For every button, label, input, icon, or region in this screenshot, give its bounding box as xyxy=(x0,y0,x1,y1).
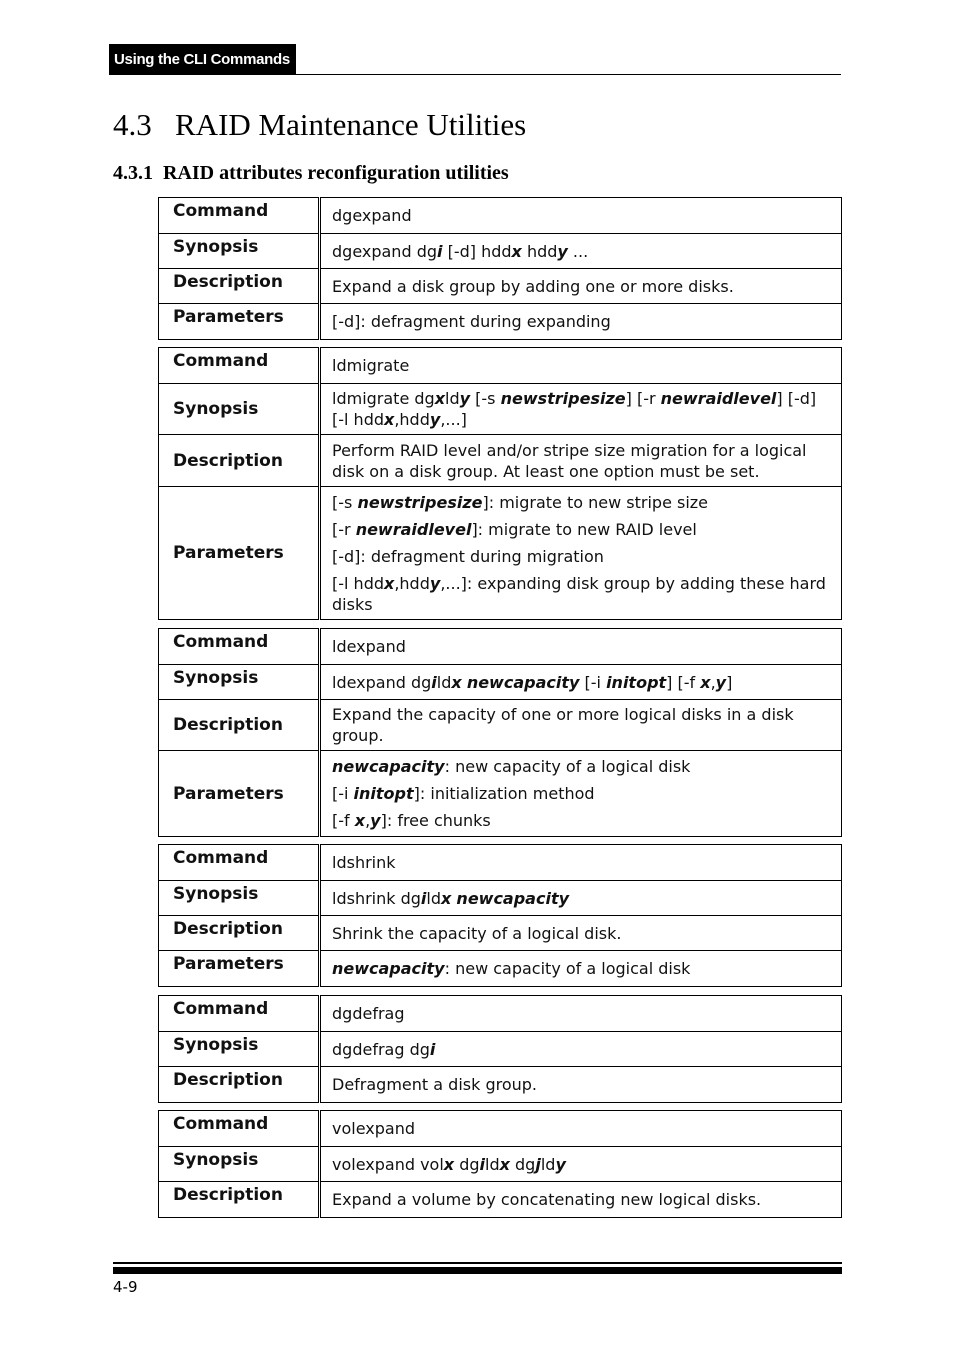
command-value: dgexpand xyxy=(320,198,842,234)
parameters-label: Parameters xyxy=(159,487,320,620)
description-value: Shrink the capacity of a logical disk. xyxy=(320,916,842,951)
row-synopsis xyxy=(159,665,842,700)
synopsis-label: Synopsis xyxy=(159,234,320,269)
command-label: Command xyxy=(159,198,320,234)
row-command xyxy=(159,198,842,234)
command-table-ldshrink xyxy=(158,844,842,987)
command-value: ldshrink xyxy=(320,845,842,881)
running-header-tab: Using the CLI Commands xyxy=(109,44,296,75)
row-parameters xyxy=(159,487,842,620)
description-value: Expand a disk group by adding one or more disks. xyxy=(320,269,842,304)
parameter-item: [-s newstripesize]: migrate to new stripe size xyxy=(332,492,709,512)
description-label: Description xyxy=(159,435,320,487)
synopsis-value: dgexpand dgi [-d] hddx hddy ... xyxy=(320,234,842,269)
parameter-item: newcapacity: new capacity of a logical disk xyxy=(332,757,691,776)
footer-rule-thick xyxy=(113,1267,842,1274)
parameter-item: newcapacity: new capacity of a logical disk xyxy=(332,959,691,978)
synopsis-value: ldexpand dgildx newcapacity [-i initopt] [-f x,y] xyxy=(320,665,842,700)
command-value: ldexpand xyxy=(320,629,842,665)
row-synopsis xyxy=(159,881,842,916)
page-number: 4-9 xyxy=(113,1278,138,1296)
synopsis-value: ldshrink dgildx newcapacity xyxy=(320,881,842,916)
row-command xyxy=(159,348,842,384)
command-table-ldexpand xyxy=(158,628,842,837)
description-label: Description xyxy=(159,269,320,304)
command-table-dgdefrag xyxy=(158,995,842,1103)
row-command xyxy=(159,996,842,1032)
description-label: Description xyxy=(159,916,320,951)
row-description xyxy=(159,1182,842,1218)
description-value: Defragment a disk group. xyxy=(320,1067,842,1103)
row-synopsis xyxy=(159,1032,842,1067)
row-description xyxy=(159,269,842,304)
subsection-title: 4.3.1 RAID attributes reconfiguration utilities xyxy=(113,162,509,184)
header-rule xyxy=(109,74,841,75)
description-value: Expand a volume by concatenating new logical disks. xyxy=(320,1182,842,1218)
row-parameters xyxy=(159,751,842,837)
command-table-volexpand xyxy=(158,1110,842,1218)
description-label: Description xyxy=(159,1182,320,1218)
parameters-label: Parameters xyxy=(159,751,320,837)
synopsis-value: dgdefrag dgi xyxy=(320,1032,842,1067)
parameters-value xyxy=(320,951,842,987)
row-parameters xyxy=(159,951,842,987)
synopsis-label: Synopsis xyxy=(159,384,320,435)
parameter-item: [-d]: defragment during migration xyxy=(332,546,604,566)
command-value: ldmigrate xyxy=(320,348,842,384)
parameter-item: [-d]: defragment during expanding xyxy=(332,312,611,331)
description-value: Perform RAID level and/or stripe size migration for a logical disk on a disk group. At least one option must be set. xyxy=(320,435,842,487)
row-description xyxy=(159,916,842,951)
synopsis-value: ldmigrate dgxldy [-s newstripesize] [-r newraidlevel] [-d] [-l hddx,hddy,...] xyxy=(320,384,842,435)
footer-rule-thin xyxy=(113,1262,842,1264)
parameter-item: [-l hddx,hddy,...]: expanding disk group by adding these hard disks xyxy=(332,573,826,614)
row-description xyxy=(159,1067,842,1103)
parameters-value xyxy=(320,487,842,620)
command-label: Command xyxy=(159,629,320,665)
command-label: Command xyxy=(159,1111,320,1147)
synopsis-label: Synopsis xyxy=(159,1147,320,1182)
command-value: volexpand xyxy=(320,1111,842,1147)
command-label: Command xyxy=(159,348,320,384)
command-table-dgexpand xyxy=(158,197,842,340)
row-synopsis xyxy=(159,234,842,269)
command-value: dgdefrag xyxy=(320,996,842,1032)
parameters-label: Parameters xyxy=(159,951,320,987)
description-value: Expand the capacity of one or more logical disks in a disk group. xyxy=(320,700,842,751)
parameter-item: [-r newraidlevel]: migrate to new RAID level xyxy=(332,519,697,539)
synopsis-label: Synopsis xyxy=(159,665,320,700)
command-label: Command xyxy=(159,845,320,881)
parameters-value xyxy=(320,751,842,837)
description-label: Description xyxy=(159,700,320,751)
row-description xyxy=(159,700,842,751)
parameters-label: Parameters xyxy=(159,304,320,340)
row-description xyxy=(159,435,842,487)
section-title: 4.3 RAID Maintenance Utilities xyxy=(113,107,527,142)
row-synopsis xyxy=(159,384,842,435)
command-table-ldmigrate xyxy=(158,347,842,620)
row-command xyxy=(159,629,842,665)
row-parameters xyxy=(159,304,842,340)
parameter-item: [-i initopt]: initialization method xyxy=(332,784,595,803)
row-command xyxy=(159,1111,842,1147)
parameters-value xyxy=(320,304,842,340)
parameter-item: [-f x,y]: free chunks xyxy=(332,811,491,830)
command-label: Command xyxy=(159,996,320,1032)
synopsis-label: Synopsis xyxy=(159,881,320,916)
description-label: Description xyxy=(159,1067,320,1103)
row-synopsis xyxy=(159,1147,842,1182)
row-command xyxy=(159,845,842,881)
synopsis-label: Synopsis xyxy=(159,1032,320,1067)
synopsis-value: volexpand volx dgildx dgjldy xyxy=(320,1147,842,1182)
